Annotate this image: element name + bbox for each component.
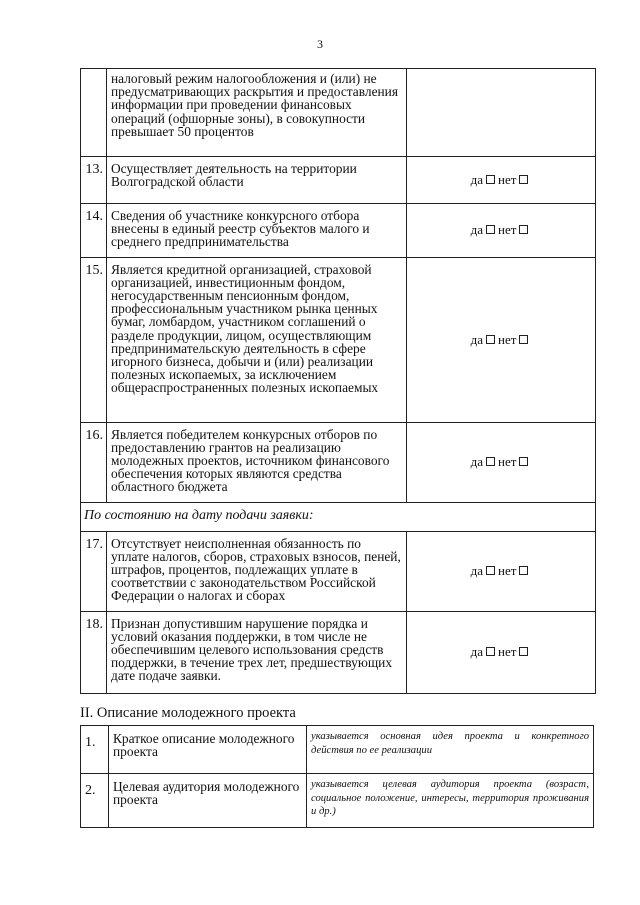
yes-label: да: [470, 563, 483, 579]
table-row: [81, 69, 596, 157]
row-number-cell: [81, 69, 107, 157]
row-number: 16.: [81, 422, 107, 502]
page-number: 3: [317, 37, 323, 51]
no-checkbox[interactable]: [519, 647, 528, 656]
answer-cell: [407, 69, 596, 157]
row-number: 13.: [81, 157, 107, 204]
row-number: 2.: [81, 774, 109, 828]
table-row: [81, 531, 596, 611]
no-checkbox[interactable]: [519, 175, 528, 184]
yes-label: да: [470, 331, 483, 347]
no-label: нет: [497, 331, 517, 347]
no-label: нет: [497, 172, 517, 187]
table-row: [81, 774, 594, 828]
row-number: 17.: [81, 531, 107, 611]
table-row: [81, 204, 596, 258]
yes-label: да: [470, 454, 483, 470]
answer-cell: [407, 157, 596, 204]
answer-cell: [407, 257, 596, 422]
project-description-table: [80, 725, 594, 828]
yes-label: да: [470, 222, 483, 238]
field-label: Краткое описание молодежного проекта: [109, 726, 307, 774]
criterion-text: налоговый режим налогообложения и (или) не предусматривающих раскрытия и предоставления информации при проведении финансовых операций (офшорные зоны), в совокупности превышает 50 процентов: [107, 69, 407, 157]
yes-checkbox[interactable]: [486, 647, 495, 656]
no-label: нет: [497, 563, 517, 579]
criterion-text: Сведения об участнике конкурсного отбора внесены в единый реестр субъектов малого и среднего предпринимательства: [107, 204, 407, 258]
yes-checkbox[interactable]: [486, 457, 495, 466]
no-label: нет: [497, 222, 517, 238]
row-number: 1.: [81, 726, 109, 774]
table-row: [81, 157, 596, 204]
yes-checkbox[interactable]: [486, 225, 495, 234]
no-label: нет: [497, 454, 517, 470]
no-checkbox[interactable]: [519, 225, 528, 234]
section-label: По состоянию на дату подачи заявки:: [81, 502, 596, 531]
row-number: 15.: [81, 257, 107, 422]
criterion-text: Отсутствует неисполненная обязанность по уплате налогов, сборов, страховых взносов, пеней, штрафов, процентов, подлежащих уплате в соответствии с законодательством Российской Федерации о налогах и сборах: [107, 531, 407, 611]
criterion-text: Признан допустившим нарушение порядка и условий оказания поддержки, в том числе не обеспечившим целевого использования средств поддержки, в течение трех лет, предшествующих дате подаче заявки.: [107, 611, 407, 693]
row-number: 14.: [81, 204, 107, 258]
yes-label: да: [470, 644, 483, 660]
yes-checkbox[interactable]: [486, 175, 495, 184]
no-checkbox[interactable]: [519, 335, 528, 344]
no-label: нет: [497, 644, 517, 660]
criterion-text: Является кредитной организацией, страховой организацией, инвестиционным фондом, негосударственным пенсионным фондом, профессиональным участником рынка ценных бумаг, ломбардом, участником соглашений о разделе продукции, лицом, осуществляющим предпринимательскую деятельность в сфере игорного бизнеса, добычи и (или) реализации полезных ископаемых, за исключением общераспространенных полезных ископаемых: [107, 257, 407, 422]
answer-cell: [407, 422, 596, 502]
section-label-row: [81, 502, 596, 531]
yes-checkbox[interactable]: [486, 566, 495, 575]
no-checkbox[interactable]: [519, 457, 528, 466]
answer-cell: [407, 611, 596, 693]
eligibility-criteria-table: [80, 68, 596, 694]
section-title: II. Описание молодежного проекта: [80, 705, 296, 721]
answer-cell: [407, 204, 596, 258]
field-hint[interactable]: указывается целевая аудитория проекта (возраст, социальное положение, интересы, территория проживания и др.): [307, 774, 594, 828]
table-row: [81, 257, 596, 422]
field-label: Целевая аудитория молодежного проекта: [109, 774, 307, 828]
table-row: [81, 611, 596, 693]
table-row: [81, 726, 594, 774]
criterion-text: Является победителем конкурсных отборов по предоставлению грантов на реализацию молодежных проектов, источником финансового обеспечения которых являются средства областного бюджета: [107, 422, 407, 502]
answer-cell: [407, 531, 596, 611]
field-hint[interactable]: указывается основная идея проекта и конкретного действия по ее реализации: [307, 726, 594, 774]
yes-label: да: [470, 172, 483, 187]
table-row: [81, 422, 596, 502]
criterion-text: Осуществляет деятельность на территории Волгоградской области: [107, 157, 407, 204]
no-checkbox[interactable]: [519, 566, 528, 575]
row-number: 18.: [81, 611, 107, 693]
yes-checkbox[interactable]: [486, 335, 495, 344]
